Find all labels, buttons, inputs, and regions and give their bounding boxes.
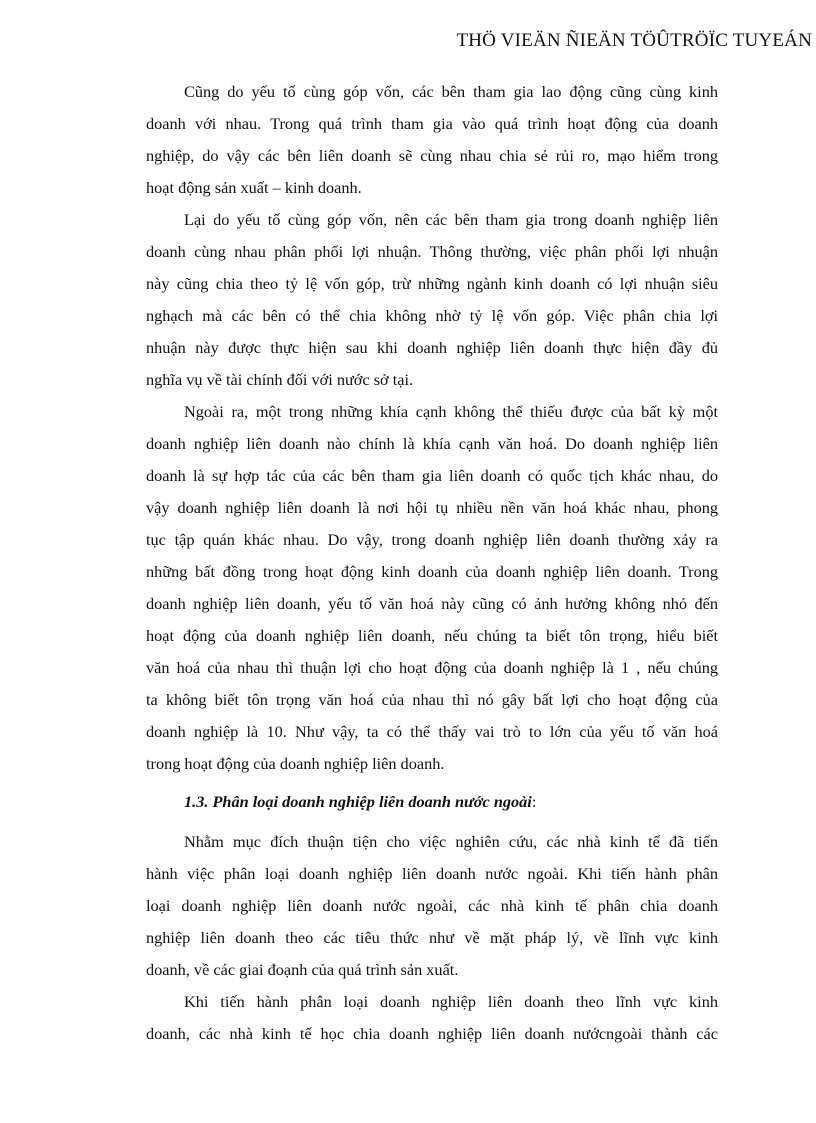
text-line: vậy doanh nghiệp liên doanh là nơi hội tụ nhiều nền văn hoá khác nhau, phong xyxy=(146,498,718,517)
text-line: những bất đồng trong hoạt động kinh doanh của doanh nghiệp liên doanh. Trong xyxy=(146,562,718,581)
text-line: Khi tiến hành phân loại doanh nghiệp liên doanh theo lĩnh vực kinh xyxy=(184,992,718,1011)
text-line: Lại do yếu tố cùng góp vốn, nên các bên tham gia trong doanh nghiệp liên xyxy=(184,210,718,229)
text-line: doanh với nhau. Trong quá trình tham gia vào quá trình hoạt động của doanh xyxy=(146,114,718,133)
text-line: doanh, các nhà kinh tế học chia doanh nghiệp liên doanh nướcngoài thành các xyxy=(146,1024,718,1043)
paragraph xyxy=(146,986,718,1050)
text-line: nghiệp liên doanh theo các tiêu thức như về mặt pháp lý, về lĩnh vực kinh xyxy=(146,928,718,947)
paragraph xyxy=(146,396,718,780)
text-line: doanh nghiệp liên doanh nào chính là khía cạnh văn hoá. Do doanh nghiệp liên xyxy=(146,434,718,453)
text-line: hoạt động của doanh nghiệp liên doanh, nếu chúng ta biết tôn trọng, hiểu biết xyxy=(146,626,718,645)
text-line: Ngoài ra, một trong những khía cạnh không thể thiếu được của bất kỳ một xyxy=(184,402,718,421)
text-line: nhuận này được thực hiện sau khi doanh nghiệp liên doanh thực hiện đầy đủ xyxy=(146,338,718,357)
text-line: Cũng do yếu tố cùng góp vốn, các bên tham gia lao động cũng cùng kinh xyxy=(184,82,718,101)
text-line: này cũng chia theo tỷ lệ vốn góp, trừ những ngành kinh doanh có lợi nhuận siêu xyxy=(146,274,718,293)
paragraph xyxy=(146,204,718,396)
text-line: doanh, về các giai đoạnh của quá trình sản xuất. xyxy=(146,960,459,979)
section-heading-text: 1.3. Phân loại doanh nghiệp liên doanh nước ngoài xyxy=(184,792,532,811)
paragraph xyxy=(146,826,718,986)
text-line: doanh nghiệp liên doanh, yếu tố văn hoá này cũng có ảnh hưởng không nhỏ đến xyxy=(146,594,718,613)
text-line: hành việc phân loại doanh nghiệp liên doanh nước ngoài. Khi tiến hành phân xyxy=(146,864,718,883)
text-line: Nhằm mục đích thuận tiện cho việc nghiên cứu, các nhà kinh tế đã tiến xyxy=(184,832,718,851)
text-line: nghĩa vụ về tài chính đối với nước sở tại. xyxy=(146,370,414,389)
page-header: THÖ VIEÄN ÑIEÄN TÖÛTRÖÏC TUYEÁN xyxy=(456,30,812,51)
text-line: nghạch mà các bên có thể chia không nhờ tỷ lệ vốn góp. Việc phân chia lợi xyxy=(146,306,718,325)
text-line: trong hoạt động của doanh nghiệp liên doanh. xyxy=(146,754,445,773)
text-line: văn hoá của nhau thì thuận lợi cho hoạt động của doanh nghiệp là 1 , nếu chúng xyxy=(146,658,718,677)
section-heading xyxy=(146,786,718,818)
section-heading-suffix: : xyxy=(531,792,537,811)
text-line: ta không biết tôn trọng văn hoá của nhau thì nó gây bất lợi cho hoạt động của xyxy=(146,690,718,709)
document-body xyxy=(146,76,718,1050)
text-line: doanh cùng nhau phân phối lợi nhuận. Thông thường, việc phân phối lợi nhuận xyxy=(146,242,718,261)
text-line: nghiệp, do vậy các bên liên doanh sẽ cùng nhau chia sẻ rủi ro, mạo hiểm trong xyxy=(146,146,718,165)
text-line: doanh nghiệp là 10. Như vậy, ta có thể thấy vai trò to lớn của yếu tố văn hoá xyxy=(146,722,718,741)
text-line: hoạt động sản xuất – kinh doanh. xyxy=(146,178,362,197)
text-line: tục tập quán khác nhau. Do vậy, trong doanh nghiệp liên doanh thường xảy ra xyxy=(146,530,718,549)
paragraph xyxy=(146,76,718,204)
text-line: loại doanh nghiệp liên doanh nước ngoài, các nhà kinh tế phân chia doanh xyxy=(146,896,718,915)
text-line: doanh là sự hợp tác của các bên tham gia liên doanh có quốc tịch khác nhau, do xyxy=(146,466,718,485)
